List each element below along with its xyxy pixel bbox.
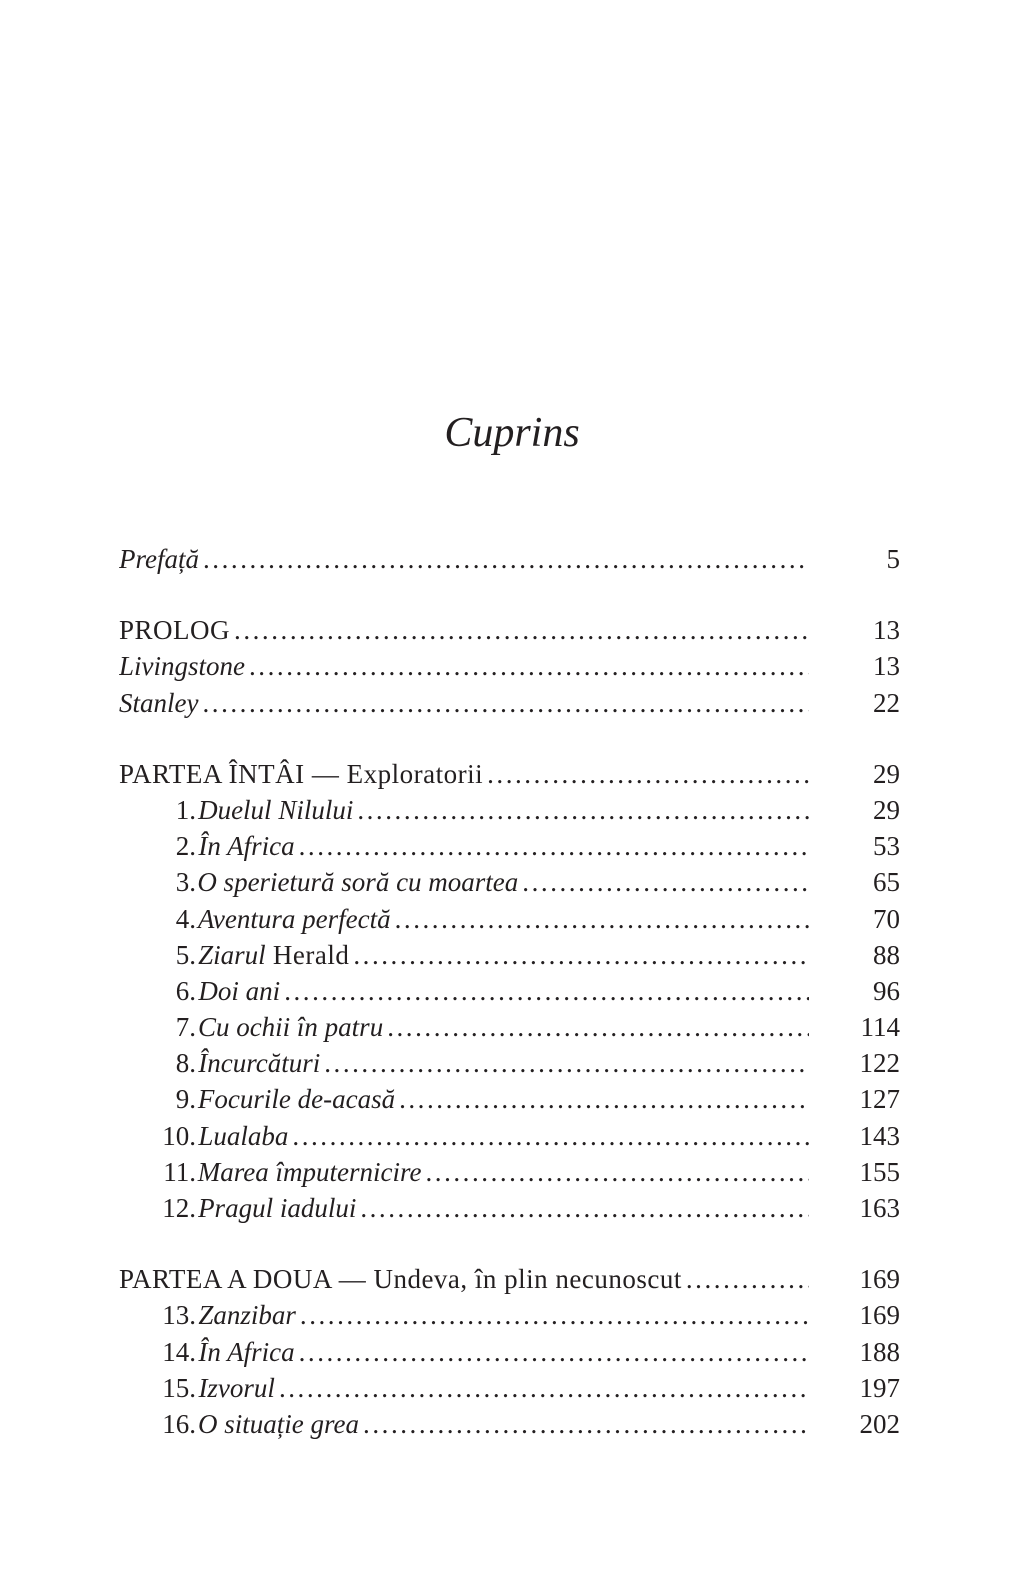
toc-entry-text <box>119 1190 809 1226</box>
toc-part-title: PARTEA A DOUA — Undeva, în plin necunoscut <box>119 1264 682 1295</box>
chapter-number: 9. <box>175 1084 196 1115</box>
toc-chapter-1[interactable] <box>119 792 900 828</box>
dot-leader <box>198 685 809 721</box>
chapter-number: 10. <box>162 1120 196 1151</box>
dot-leader <box>518 864 809 900</box>
chapter-title <box>198 937 349 973</box>
toc-entry-text <box>119 1334 809 1370</box>
chapter-title: Pragul iadului <box>198 1193 357 1223</box>
toc-chapter-13[interactable] <box>119 1297 900 1333</box>
toc-part-heading[interactable] <box>119 756 900 792</box>
chapter-title: Lualaba <box>198 1120 289 1151</box>
toc-page-number: 122 <box>859 1048 900 1079</box>
toc-chapter-3[interactable] <box>119 864 900 900</box>
toc-page-number: 96 <box>873 975 900 1006</box>
chapter-number: 15. <box>162 1372 196 1403</box>
toc-page-number: 163 <box>859 1193 900 1223</box>
chapter-number: 8. <box>175 1048 196 1079</box>
toc-part-title: PARTEA ÎNTÂI — Exploratorii <box>119 758 484 789</box>
chapter-title-upright: Herald <box>265 939 350 970</box>
toc-page-number: 114 <box>860 1012 900 1043</box>
toc-entry-title: Prefață <box>119 544 199 574</box>
toc-page-number: 70 <box>873 903 900 934</box>
toc-chapter-12[interactable] <box>119 1190 900 1226</box>
toc-entry-text <box>119 1118 809 1154</box>
toc-page-number: 5 <box>886 544 900 574</box>
dot-leader <box>280 973 809 1009</box>
toc-entry-text <box>119 828 809 864</box>
toc-chapter-16[interactable] <box>119 1406 900 1442</box>
toc-entry-text <box>119 864 809 900</box>
toc-chapter-5[interactable] <box>119 937 900 973</box>
toc-part-heading[interactable] <box>119 1261 900 1297</box>
dot-leader <box>296 1297 809 1333</box>
chapter-number: 14. <box>162 1336 196 1367</box>
chapter-number: 7. <box>175 1012 196 1043</box>
dot-leader <box>199 541 809 577</box>
chapter-number: 13. <box>162 1300 196 1331</box>
chapter-title: Marea împuternicire <box>197 1156 422 1187</box>
toc-entry-prolog[interactable] <box>119 612 900 648</box>
chapter-title: Zanzibar <box>198 1300 296 1331</box>
toc-entry-stanley[interactable] <box>119 685 900 721</box>
chapter-title: O sperietură soră cu moartea <box>197 867 519 898</box>
toc-entry-text <box>119 1261 809 1297</box>
chapter-title: Focurile de-acasă <box>197 1084 396 1115</box>
toc-entry-text <box>119 648 809 684</box>
page-title: Cuprins <box>444 410 580 456</box>
toc-entry-text <box>119 541 809 577</box>
toc-entry-title: PROLOG <box>119 615 231 646</box>
toc-page-number: 155 <box>859 1156 900 1187</box>
chapter-title: Izvorul <box>198 1372 275 1403</box>
chapter-title: Cu ochii în patru <box>197 1012 384 1043</box>
chapter-number: 11. <box>163 1156 196 1187</box>
toc-page-number: 169 <box>859 1264 900 1295</box>
toc-page-number: 29 <box>873 758 900 789</box>
toc-page-number: 169 <box>859 1300 900 1331</box>
chapter-title: O situație grea <box>198 1408 360 1439</box>
chapter-title: În Africa <box>198 831 295 862</box>
toc-chapter-14[interactable] <box>119 1334 900 1370</box>
toc-page-number: 143 <box>859 1120 900 1151</box>
toc-page-number: 65 <box>873 867 900 898</box>
chapter-number: 16. <box>162 1408 196 1439</box>
toc-page-number: 202 <box>859 1408 900 1439</box>
chapter-number: 1. <box>175 794 196 825</box>
chapter-number: 2. <box>175 831 196 862</box>
chapter-title-italic: Ziarul <box>198 939 266 970</box>
toc-entry-text <box>119 612 809 648</box>
toc-entry-livingstone[interactable] <box>119 648 900 684</box>
toc-entry-preface[interactable] <box>119 541 900 577</box>
chapter-number: 4. <box>175 903 196 934</box>
toc-page-number: 88 <box>873 939 900 970</box>
toc-page-number: 22 <box>873 687 900 718</box>
toc-entry-text <box>119 1406 809 1442</box>
toc-chapter-8[interactable] <box>119 1045 900 1081</box>
dot-leader <box>395 1081 809 1117</box>
dot-leader <box>353 792 809 828</box>
dot-leader <box>359 1406 809 1442</box>
dot-leader <box>230 612 809 648</box>
chapter-number: 3. <box>175 867 196 898</box>
toc-part-1-group <box>119 756 900 1226</box>
toc-entry-text <box>119 937 809 973</box>
toc-entry-text <box>119 1081 809 1117</box>
toc-entry-text <box>119 792 809 828</box>
toc-page-number: 13 <box>873 651 900 682</box>
toc-chapter-4[interactable] <box>119 901 900 937</box>
toc-entry-title: Stanley <box>119 687 199 718</box>
dot-leader <box>320 1045 809 1081</box>
toc-part-2-group <box>119 1261 900 1442</box>
toc-entry-text <box>119 1045 809 1081</box>
toc-entry-text <box>119 1009 809 1045</box>
dot-leader <box>288 1118 809 1154</box>
chapter-title: Aventura perfectă <box>197 903 391 934</box>
toc-entry-title: Livingstone <box>119 651 245 682</box>
dot-leader <box>275 1370 809 1406</box>
toc-page-number: 13 <box>873 615 900 646</box>
dot-leader <box>483 756 809 792</box>
toc-entry-text <box>119 1154 809 1190</box>
dot-leader <box>356 1190 809 1226</box>
toc-page-number: 29 <box>873 794 900 825</box>
toc-chapter-2[interactable] <box>119 828 900 864</box>
toc-chapter-7[interactable] <box>119 1009 900 1045</box>
dot-leader <box>349 937 809 973</box>
toc-entry-text <box>119 973 809 1009</box>
toc-preface-group <box>119 541 900 577</box>
chapter-title: În Africa <box>198 1336 295 1367</box>
toc-chapter-15[interactable] <box>119 1370 900 1406</box>
chapter-title: Încurcături <box>198 1048 321 1079</box>
dot-leader <box>421 1154 809 1190</box>
dot-leader <box>295 1334 809 1370</box>
dot-leader <box>391 901 809 937</box>
chapter-number: 5. <box>175 939 196 970</box>
toc-entry-text <box>119 685 809 721</box>
toc-chapter-11[interactable] <box>119 1154 900 1190</box>
toc-chapter-6[interactable] <box>119 973 900 1009</box>
toc-chapter-10[interactable] <box>119 1118 900 1154</box>
toc-page-number: 127 <box>859 1084 900 1115</box>
toc-entry-text <box>119 901 809 937</box>
chapter-title: Duelul Nilului <box>198 794 354 825</box>
toc-page-number: 188 <box>859 1336 900 1367</box>
chapter-number: 6. <box>175 975 196 1006</box>
chapter-number: 12. <box>162 1193 196 1223</box>
toc-entry-text <box>119 1297 809 1333</box>
toc-chapter-9[interactable] <box>119 1081 900 1117</box>
toc-page-number: 197 <box>859 1372 900 1403</box>
toc-entry-text <box>119 1370 809 1406</box>
toc-prolog-group <box>119 612 900 721</box>
dot-leader <box>295 828 809 864</box>
chapter-title: Doi ani <box>198 975 281 1006</box>
dot-leader <box>682 1261 809 1297</box>
toc-entry-text <box>119 756 809 792</box>
toc-page-number: 53 <box>873 831 900 862</box>
dot-leader <box>245 648 809 684</box>
dot-leader <box>383 1009 809 1045</box>
table-of-contents <box>119 541 900 1442</box>
